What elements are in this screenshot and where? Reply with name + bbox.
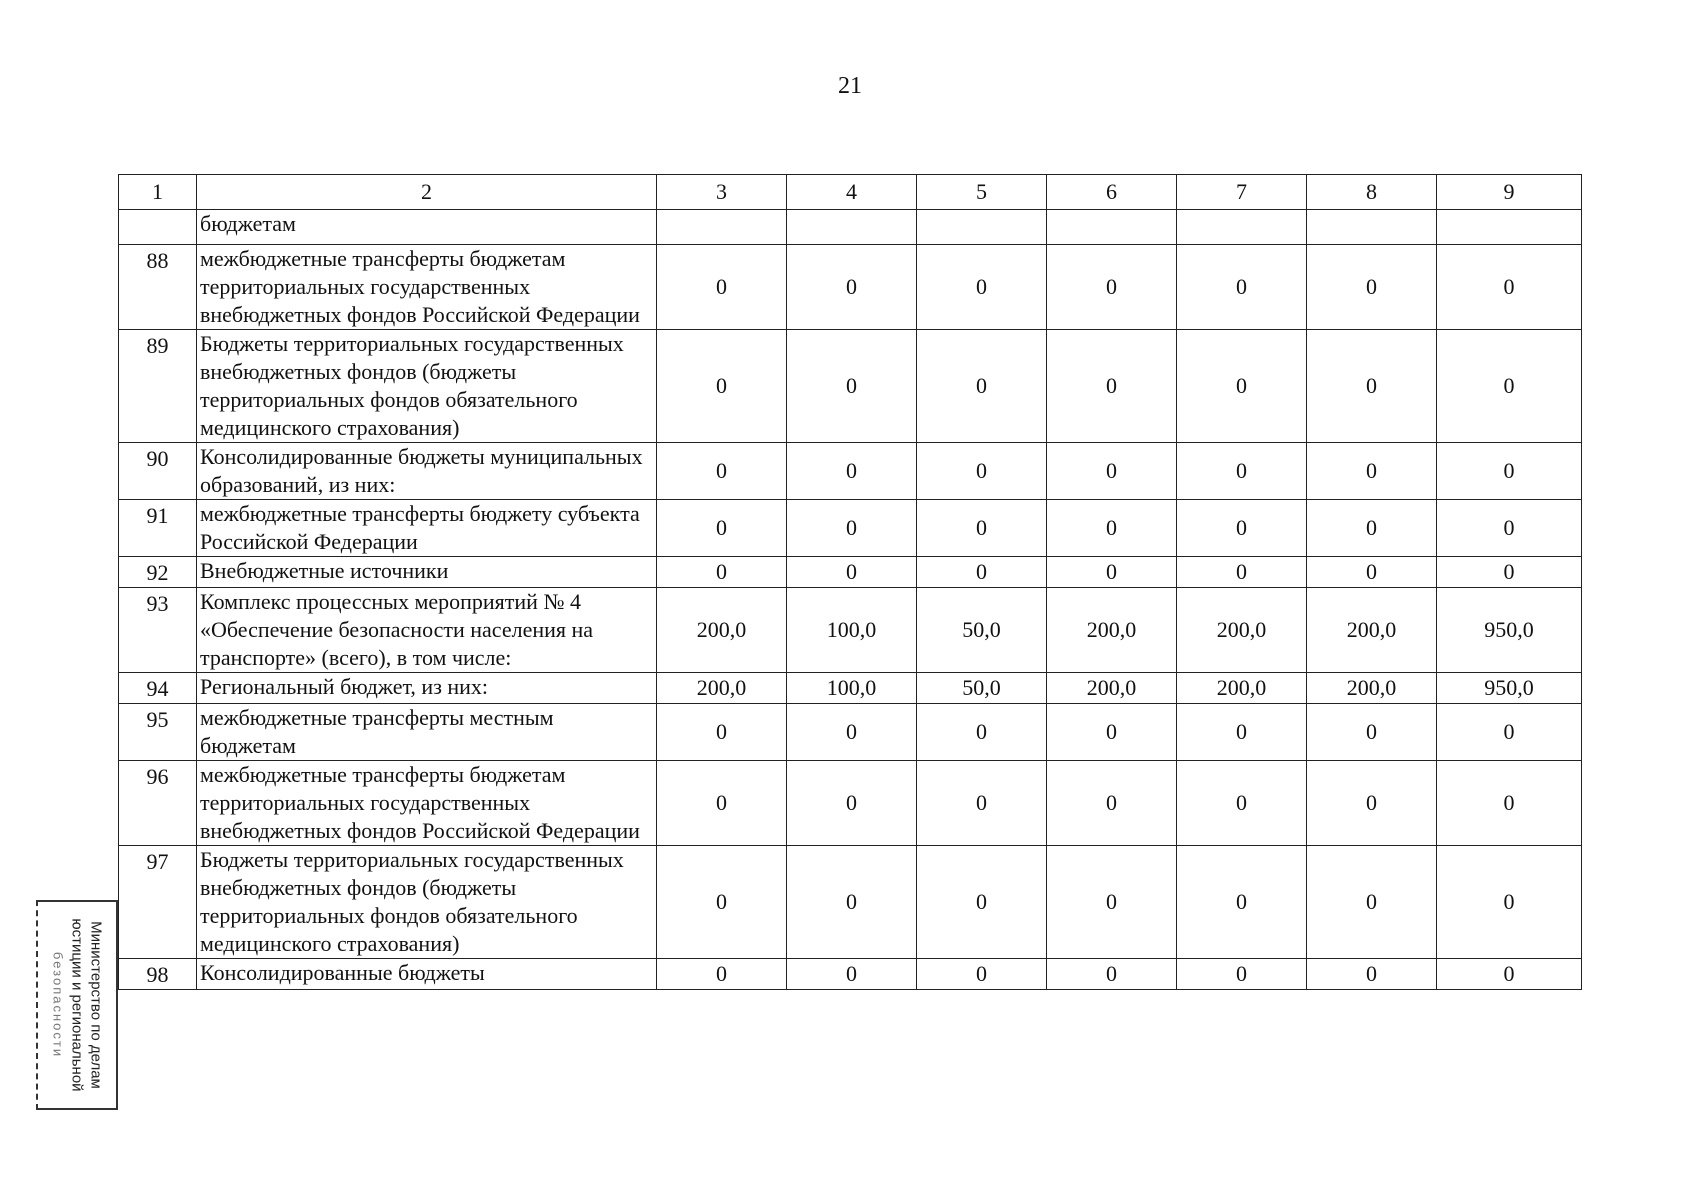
row-value: 50,0 (917, 588, 1047, 673)
row-value: 0 (657, 846, 787, 959)
row-value: 100,0 (787, 588, 917, 673)
row-value: 200,0 (1047, 673, 1177, 704)
row-value: 0 (657, 330, 787, 443)
row-value: 0 (1307, 846, 1437, 959)
stamp-line: Министерство по делам (87, 921, 105, 1089)
row-value: 0 (1177, 500, 1307, 557)
row-value: 0 (1437, 959, 1582, 990)
row-value: 0 (917, 557, 1047, 588)
table-row (119, 557, 1582, 588)
row-number: 94 (119, 673, 197, 704)
row-value: 0 (917, 959, 1047, 990)
row-value: 0 (1047, 500, 1177, 557)
table-header-row (119, 175, 1582, 210)
row-value: 0 (1307, 959, 1437, 990)
registration-stamp (36, 900, 118, 1110)
row-value: 0 (1437, 443, 1582, 500)
row-number: 91 (119, 500, 197, 557)
table-row (119, 704, 1582, 761)
table-row (119, 959, 1582, 990)
row-name: межбюджетные трансферты бюджетам территориальных государственных внебюджетных фондов Российской Федерации (197, 245, 657, 330)
row-value (1437, 210, 1582, 245)
row-value: 0 (1307, 704, 1437, 761)
row-value: 0 (1437, 761, 1582, 846)
row-number: 95 (119, 704, 197, 761)
column-header: 4 (787, 175, 917, 210)
table-row (119, 330, 1582, 443)
row-number: 97 (119, 846, 197, 959)
row-value: 0 (1177, 761, 1307, 846)
row-value: 0 (917, 846, 1047, 959)
row-value: 0 (1437, 330, 1582, 443)
table-row-continuation (119, 210, 1582, 245)
row-value: 0 (1177, 959, 1307, 990)
row-value: 0 (917, 704, 1047, 761)
row-value: 200,0 (1047, 588, 1177, 673)
row-value: 0 (787, 704, 917, 761)
row-value: 0 (1177, 557, 1307, 588)
row-value: 0 (917, 761, 1047, 846)
row-value (1177, 210, 1307, 245)
stamp-line: юстиции и региональной (68, 918, 86, 1092)
row-value: 0 (787, 959, 917, 990)
row-value: 0 (917, 500, 1047, 557)
row-value: 0 (1047, 846, 1177, 959)
row-value: 0 (1177, 704, 1307, 761)
row-value: 0 (657, 443, 787, 500)
row-value: 0 (1307, 500, 1437, 557)
table-row (119, 673, 1582, 704)
row-name: Внебюджетные источники (197, 557, 657, 588)
row-name: межбюджетные трансферты местным бюджетам (197, 704, 657, 761)
row-value: 0 (787, 245, 917, 330)
row-value: 0 (1047, 761, 1177, 846)
stamp-line: безопасности (50, 951, 66, 1059)
row-value: 0 (1437, 704, 1582, 761)
table-row (119, 443, 1582, 500)
row-value: 0 (1047, 557, 1177, 588)
row-value: 0 (917, 330, 1047, 443)
row-value: 0 (787, 500, 917, 557)
row-value: 0 (1307, 330, 1437, 443)
table-row (119, 846, 1582, 959)
row-value: 0 (1437, 500, 1582, 557)
row-value: 950,0 (1437, 673, 1582, 704)
row-value (657, 210, 787, 245)
row-value: 0 (657, 704, 787, 761)
row-value: 200,0 (657, 588, 787, 673)
row-number: 98 (119, 959, 197, 990)
row-value: 0 (657, 959, 787, 990)
budget-table (118, 174, 1582, 990)
row-value: 0 (917, 443, 1047, 500)
row-name: Бюджеты территориальных государственных внебюджетных фондов (бюджеты территориальных фондов обязательного медицинского страхования) (197, 330, 657, 443)
row-number: 90 (119, 443, 197, 500)
row-value: 0 (1177, 846, 1307, 959)
row-value: 0 (1307, 443, 1437, 500)
column-header: 3 (657, 175, 787, 210)
row-number: 92 (119, 557, 197, 588)
column-header: 1 (119, 175, 197, 210)
column-header: 7 (1177, 175, 1307, 210)
row-value (917, 210, 1047, 245)
row-value: 100,0 (787, 673, 917, 704)
row-number: 89 (119, 330, 197, 443)
row-value: 0 (1047, 959, 1177, 990)
stamp-text (49, 903, 106, 1107)
row-value: 200,0 (1307, 588, 1437, 673)
column-header: 6 (1047, 175, 1177, 210)
row-number: 88 (119, 245, 197, 330)
row-value: 0 (1047, 330, 1177, 443)
column-header: 8 (1307, 175, 1437, 210)
table-row (119, 245, 1582, 330)
row-name: бюджетам (197, 210, 657, 245)
row-value: 0 (657, 761, 787, 846)
row-value: 0 (657, 557, 787, 588)
row-value: 0 (1437, 245, 1582, 330)
row-name: Региональный бюджет, из них: (197, 673, 657, 704)
row-value (787, 210, 917, 245)
table-row (119, 500, 1582, 557)
row-value: 950,0 (1437, 588, 1582, 673)
row-name: Комплекс процессных мероприятий № 4 «Обеспечение безопасности населения на транспорте» (всего), в том числе: (197, 588, 657, 673)
row-number (119, 210, 197, 245)
row-value: 200,0 (1177, 673, 1307, 704)
row-value: 0 (787, 846, 917, 959)
row-name: межбюджетные трансферты бюджетам территориальных государственных внебюджетных фондов Российской Федерации (197, 761, 657, 846)
row-value: 0 (1437, 557, 1582, 588)
table-row (119, 588, 1582, 673)
row-value: 0 (1177, 443, 1307, 500)
row-value: 50,0 (917, 673, 1047, 704)
column-header: 9 (1437, 175, 1582, 210)
row-number: 96 (119, 761, 197, 846)
row-value: 0 (1177, 245, 1307, 330)
column-header: 2 (197, 175, 657, 210)
row-name: Консолидированные бюджеты (197, 959, 657, 990)
row-value: 0 (1047, 443, 1177, 500)
table-row (119, 761, 1582, 846)
row-value (1307, 210, 1437, 245)
row-value: 200,0 (657, 673, 787, 704)
row-value: 0 (787, 761, 917, 846)
row-value: 0 (1177, 330, 1307, 443)
page-number: 21 (838, 73, 862, 99)
column-header: 5 (917, 175, 1047, 210)
row-value: 0 (917, 245, 1047, 330)
row-value: 0 (1307, 557, 1437, 588)
row-value: 0 (787, 557, 917, 588)
row-value: 200,0 (1307, 673, 1437, 704)
row-value: 0 (657, 245, 787, 330)
row-number: 93 (119, 588, 197, 673)
row-value: 0 (787, 443, 917, 500)
row-name: Бюджеты территориальных государственных внебюджетных фондов (бюджеты территориальных фондов обязательного медицинского страхования) (197, 846, 657, 959)
row-value: 0 (1047, 704, 1177, 761)
row-value: 0 (1307, 761, 1437, 846)
row-value: 0 (787, 330, 917, 443)
row-value: 0 (1047, 245, 1177, 330)
row-value (1047, 210, 1177, 245)
row-name: межбюджетные трансферты бюджету субъекта Российской Федерации (197, 500, 657, 557)
row-name: Консолидированные бюджеты муниципальных образований, из них: (197, 443, 657, 500)
row-value: 0 (1307, 245, 1437, 330)
row-value: 200,0 (1177, 588, 1307, 673)
row-value: 0 (657, 500, 787, 557)
row-value: 0 (1437, 846, 1582, 959)
